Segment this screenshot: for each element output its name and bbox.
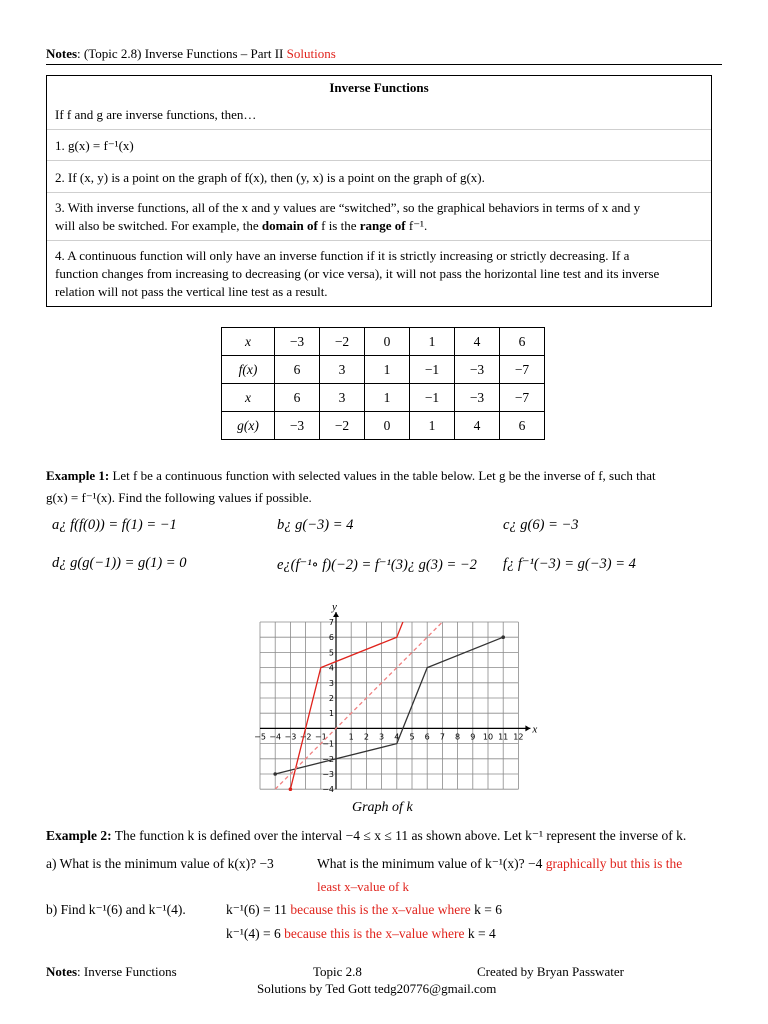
- box-item-4-line3: relation will not pass the vertical line test as a result.: [55, 284, 328, 299]
- x-tick-label: −3: [284, 732, 297, 742]
- example1-line2: g(x) = f⁻¹(x). Find the following values if possible.: [46, 490, 312, 505]
- footer-notes-label: Notes: [46, 964, 78, 979]
- x-tick-label: 1: [348, 732, 354, 742]
- inverse-functions-box: [46, 75, 712, 307]
- graph-caption: Graph of k: [352, 800, 413, 815]
- example2-question-a: a) What is the minimum value of k(x)? −3: [46, 856, 274, 871]
- qb2-end: k = 4: [467, 926, 496, 941]
- table-cell: 4: [455, 328, 500, 356]
- endpoint-dot: [501, 635, 505, 639]
- table-cell: 6: [275, 356, 320, 384]
- table-row: [222, 328, 545, 356]
- example1-answer-e: e¿(f⁻¹∘ f)(−2) = f⁻¹(3)¿ g(3) = −2: [277, 557, 477, 573]
- table-cell: −7: [500, 356, 545, 384]
- box-intro: If f and g are inverse functions, then…: [55, 107, 257, 122]
- x-tick-label: 2: [363, 732, 369, 742]
- table-cell: 1: [365, 384, 410, 412]
- header-rule: [46, 64, 722, 65]
- y-tick-label: 2: [328, 694, 334, 703]
- table-row: [222, 412, 545, 440]
- table-cell: 6: [500, 328, 545, 356]
- header-title: : (Topic 2.8) Inverse Functions – Part II: [77, 46, 287, 61]
- qb2-text: k⁻¹(4) = 6: [226, 926, 281, 941]
- y-tick-label: −2: [322, 754, 334, 764]
- x-tick-label: 12: [513, 732, 524, 742]
- table-cell: −3: [275, 412, 320, 440]
- table-cell: −1: [410, 356, 455, 384]
- example2-question-a2-cont: least x–value of k: [317, 879, 410, 894]
- qb1-red-text: because this is the x–value where: [287, 902, 475, 917]
- example1-answer-f: f¿ f⁻¹(−3) = g(−3) = 4: [503, 556, 636, 572]
- example1-answer-d: d¿ g(g(−1)) = g(1) = 0: [52, 555, 187, 571]
- x-tick-label: 8: [455, 732, 461, 742]
- x-tick-label: 5: [409, 732, 415, 742]
- table-cell: f(x): [222, 356, 275, 384]
- table-cell: 1: [365, 356, 410, 384]
- x-tick-label: 10: [482, 732, 494, 742]
- x-tick-label: 3: [379, 732, 385, 742]
- table-cell: x: [222, 328, 275, 356]
- table-cell: 0: [365, 328, 410, 356]
- item3-domain: domain of: [261, 218, 318, 233]
- x-tick-label: 11: [498, 732, 509, 742]
- box-divider: [47, 160, 711, 161]
- y-tick-label: 7: [328, 618, 334, 627]
- values-table: [221, 327, 545, 440]
- table-cell: 3: [320, 384, 365, 412]
- example1-text: [46, 465, 722, 509]
- x-tick-label: 9: [470, 732, 476, 742]
- x-axis-arrow: [525, 725, 530, 731]
- footer-left: [46, 964, 177, 980]
- example2-answer-b1: [226, 902, 502, 918]
- table-cell: 1: [410, 328, 455, 356]
- table-cell: −7: [500, 384, 545, 412]
- table-cell: 4: [455, 412, 500, 440]
- y-axis-label: y: [332, 601, 337, 613]
- table-cell: 6: [275, 384, 320, 412]
- table-cell: x: [222, 384, 275, 412]
- example1-label: Example 1:: [46, 468, 110, 483]
- endpoint-dot: [289, 787, 293, 791]
- example1-answer-c: c¿ g(6) = −3: [503, 517, 579, 533]
- y-tick-label: 4: [328, 663, 334, 673]
- table-cell: −3: [455, 356, 500, 384]
- header-notes-label: Notes: [46, 46, 78, 61]
- item3-text: will also be switched. For example, the: [55, 218, 262, 233]
- example2-text: [46, 828, 686, 844]
- example1-line1: Let f be a continuous function with selected values in the table below. Let g be the inverse of f, such that: [109, 468, 656, 483]
- table-row: [222, 356, 545, 384]
- footer-left-text: : Inverse Functions: [77, 964, 177, 979]
- x-axis-label: x: [532, 723, 538, 736]
- y-tick-label: 6: [328, 633, 334, 643]
- example2-question-a2: [317, 856, 682, 872]
- table-cell: −2: [320, 328, 365, 356]
- footer-right: Created by Bryan Passwater: [477, 964, 624, 979]
- box-divider: [47, 129, 711, 130]
- table-cell: 1: [410, 412, 455, 440]
- item3-text: f⁻¹.: [405, 218, 428, 233]
- footer-line2: Solutions by Ted Gott tedg20776@gmail.com: [257, 981, 497, 996]
- header-solutions: Solutions: [286, 46, 336, 61]
- box-item-3-line2: [55, 217, 699, 235]
- page-header: [46, 46, 336, 62]
- x-tick-label: 6: [424, 732, 430, 742]
- qa2-red-text: graphically but this is the: [542, 856, 683, 871]
- x-tick-label: −2: [299, 732, 312, 742]
- item3-range: range of: [359, 218, 406, 233]
- table-cell: −3: [455, 384, 500, 412]
- table-cell: 6: [500, 412, 545, 440]
- box-divider: [47, 240, 711, 241]
- example1-answer-b: b¿ g(−3) = 4: [277, 517, 354, 533]
- x-tick-label: 7: [439, 732, 445, 742]
- graph-of-k: [256, 600, 546, 800]
- table-cell: −2: [320, 412, 365, 440]
- qb1-text: k⁻¹(6) = 11: [226, 902, 288, 917]
- y-tick-label: −3: [322, 770, 334, 779]
- box-item-2: 2. If (x, y) is a point on the graph of f(x), then (y, x) is a point on the graph of g(x).: [55, 170, 485, 185]
- identity-line: [275, 622, 442, 789]
- y-tick-label: −1: [322, 739, 334, 749]
- example2-label: Example 2:: [46, 828, 112, 843]
- k-graph-line: [275, 637, 503, 774]
- table-cell: −3: [275, 328, 320, 356]
- x-tick-label: 4: [394, 732, 400, 742]
- box-item-4-line1: 4. A continuous function will only have an inverse function if it is strictly increasing or strictly decreasing. If a: [55, 248, 630, 263]
- x-tick-label: −1: [314, 732, 327, 742]
- qb2-red-text: because this is the x–value where: [280, 926, 468, 941]
- table-cell: g(x): [222, 412, 275, 440]
- y-tick-label: 1: [328, 709, 334, 719]
- x-tick-label: −5: [254, 732, 266, 742]
- item3-text: f is the: [317, 218, 360, 233]
- table-cell: −1: [410, 384, 455, 412]
- box-item-3-line1: 3. With inverse functions, all of the x and y values are “switched”, so the graphical behaviors in terms of x and y: [55, 200, 641, 215]
- example2-answer-b2: [226, 926, 496, 942]
- table-cell: 0: [365, 412, 410, 440]
- x-tick-label: −4: [269, 732, 282, 742]
- box-item-4-line2: function changes from increasing to decreasing (or vice versa), it will not pass the horizontal line test and its inverse: [55, 266, 660, 281]
- endpoint-dot: [273, 772, 277, 776]
- footer-center: Topic 2.8: [313, 964, 362, 979]
- example1-answer-a: a¿ f(f(0)) = f(1) = −1: [52, 517, 177, 533]
- y-tick-label: −4: [322, 785, 334, 795]
- table-cell: 3: [320, 356, 365, 384]
- qb1-end: k = 6: [474, 902, 502, 917]
- y-tick-label: 3: [328, 678, 334, 688]
- box-divider: [47, 192, 711, 193]
- box-title: Inverse Functions: [329, 80, 429, 95]
- box-item-1: 1. g(x) = f⁻¹(x): [55, 138, 134, 153]
- y-tick-label: 5: [328, 648, 334, 658]
- table-row: [222, 384, 545, 412]
- inverse-graph-line: [290, 561, 427, 789]
- example2-question-b: b) Find k⁻¹(6) and k⁻¹(4).: [46, 902, 186, 917]
- qa2-text: What is the minimum value of k⁻¹(x)? −4: [317, 856, 543, 871]
- example2-intro: The function k is defined over the interval −4 ≤ x ≤ 11 as shown above. Let k⁻¹ represent the inverse of k.: [111, 828, 687, 843]
